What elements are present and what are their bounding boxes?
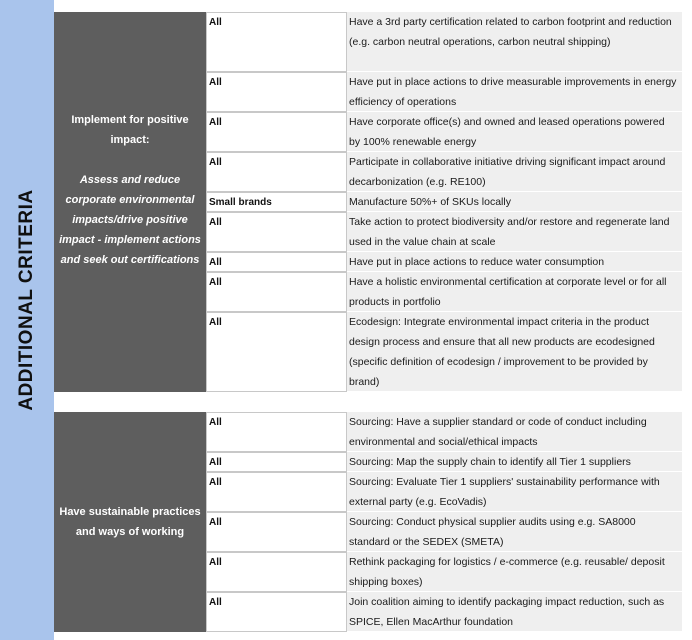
criterion-cell: Join coalition aiming to identify packaging impact reduction, such as SPICE, Ellen MacArthur foundation [347,592,682,632]
side-label: ADDITIONAL CRITERIA [16,189,37,411]
company-size-cell: All [206,212,347,252]
criterion-cell: Rethink packaging for logistics / e-commerce (e.g. reusable/ deposit shipping boxes) [347,552,682,592]
company-size-cell: All [206,12,347,72]
company-size-cell: All [206,552,347,592]
company-size-cell: All [206,312,347,392]
criterion-cell: Sourcing: Have a supplier standard or code of conduct including environmental and social/ethical impacts [347,412,682,452]
criterion-cell: Sourcing: Evaluate Tier 1 suppliers' sustainability performance with external party (e.g. EcoVadis) [347,472,682,512]
criterion-cell: Have corporate office(s) and owned and leased operations powered by 100% renewable energy [347,112,682,152]
section-positive-impact [54,12,682,392]
criterion-cell: Take action to protect biodiversity and/or restore and regenerate land used in the value chain at scale [347,212,682,252]
category-cell [54,412,206,632]
category-cell [54,12,206,392]
criterion-cell: Participate in collaborative initiative driving significant impact around decarbonization (e.g. RE100) [347,152,682,192]
criterion-cell: Sourcing: Map the supply chain to identify all Tier 1 suppliers [347,452,682,472]
criterion-cell: Have a holistic environmental certification at corporate level or for all products in portfolio [347,272,682,312]
company-size-cell: All [206,592,347,632]
company-size-cell: All [206,412,347,452]
category-title: Implement for positive impact: [71,114,189,146]
company-size-cell: All [206,152,347,192]
criterion-cell: Have put in place actions to reduce water consumption [347,252,682,272]
criterion-cell: Have a 3rd party certification related to carbon footprint and reduction (e.g. carbon neutral operations, carbon neutral shipping) [347,12,682,72]
company-size-cell: All [206,112,347,152]
section-sustainable-practices [54,412,682,632]
side-band [0,0,54,640]
company-size-cell: All [206,252,347,272]
company-size-cell: All [206,272,347,312]
company-size-cell: All [206,472,347,512]
criterion-cell: Ecodesign: Integrate environmental impact criteria in the product design process and ensure that all new products are ecodesigned (specific definition of ecodesign / improvement to be provided by brand) [347,312,682,392]
criterion-cell: Manufacture 50%+ of SKUs locally [347,192,682,212]
company-size-cell: Small brands [206,192,347,212]
category-title: Have sustainable practices and ways of working [59,506,201,538]
criterion-cell: Sourcing: Conduct physical supplier audits using e.g. SA8000 standard or the SEDEX (SMETA) [347,512,682,552]
company-size-cell: All [206,512,347,552]
criterion-cell: Have put in place actions to drive measurable improvements in energy efficiency of operations [347,72,682,112]
company-size-cell: All [206,452,347,472]
company-size-cell: All [206,72,347,112]
category-subtitle: Assess and reduce corporate environmental impacts/drive positive impact - implement actions and seek out certifications [59,174,201,266]
